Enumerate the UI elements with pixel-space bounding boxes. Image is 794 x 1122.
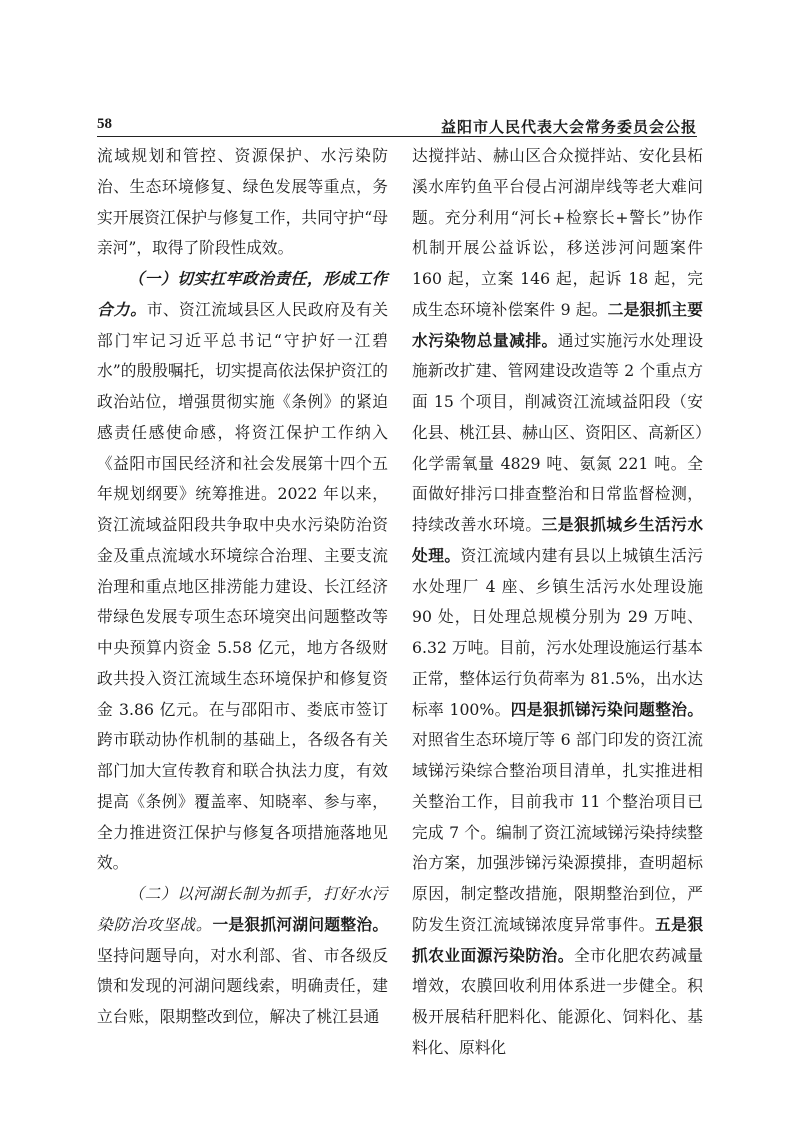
- left-column: [97, 141, 388, 1101]
- paragraph-text: 全市化肥农药减量增效，农膜回收利用体系进一步健全。积极开展秸秆肥料化、能源化、饲料化、基料化、原料化: [412, 945, 704, 1057]
- page-number: 58: [97, 116, 112, 132]
- paragraph-political-responsibility: [97, 264, 388, 879]
- page-header: [97, 112, 697, 138]
- paragraph-text: 对照省生态环境厅等 6 部门印发的资江流域锑污染综合整治项目清单，扎实推进相关整治工作，目前我市 11 个整治项目已完成 7 个。编制了资江流域锑污染持续整治方案，加强涉锑污染源摸排，查明超标原因，制定整改措施，限期整治到位，严防发生资江流域锑浓度异常事件。: [412, 730, 703, 934]
- right-column: [412, 141, 703, 1101]
- paragraph-text: 资江流域内建有县以上城镇生活污水处理厂 4 座、乡镇生活污水处理设施 90 处，日处理总规模分别为 29 万吨、6.32 万吨。目前，污水处理设施运行基本正常，整体运行负荷率为 81.5%，出水达标率 100%。: [412, 545, 704, 719]
- header-rule: [97, 136, 697, 137]
- point-1-heading: 一是狠抓河湖问题整治。: [212, 914, 389, 934]
- section-heading-2: （二）以河湖长制为抓手，打好水污染防治攻坚战。: [97, 884, 388, 934]
- point-4-heading: 四是狠抓锑污染问题整治。: [510, 699, 704, 719]
- paragraph-text: 坚持问题导向，对水利部、省、市各级反馈和发现的河湖问题线索，明确责任，建立台账，限期整改到位，解决了桃江县通: [97, 945, 388, 1026]
- paragraph-text: 达搅拌站、赫山区合众搅拌站、安化县柘溪水库钓鱼平台侵占河湖岸线等老大难问题。充分利用“河长+检察长+警长”协作机制开展公益诉讼，移送涉河问题案件 160 起，立案 146 起，起诉 18 起，完成生态环境补偿案件 9 起。: [412, 146, 703, 319]
- point-2-heading: 二是狠抓主要水污染物总量减排。: [412, 299, 703, 350]
- paragraph-continued: [412, 141, 703, 1064]
- point-3-heading: 三是狠抓城乡生活污水处理。: [412, 515, 704, 565]
- paragraph-text: 市、资江流域县区人民政府及有关部门牢记习近平总书记“守护好一江碧水”的殷殷嘱托，切实提高依法保护资江的政治站位，增强贯彻实施《条例》的紧迫感责任感使命感，将资江保护工作纳入《益阳市国民经济和社会发展第十四个五年规划纲要》统筹推进。2022 年以来，资江流域益阳段共争取中央水污染防治资金及重点流域水环境综合治理、主要支流治理和重点地区排涝能力建设、长江经济带绿色发展专项生态环境突出问题整改等中央预算内资金 5.58 亿元，地方各级财政共投入资江流域生态环境保护和修复资金 3.86 亿元。在与邵阳市、娄底市签订跨市联动协作机制的基础上，各级各有关部门加大宣传教育和联合执法力度，有效提高《条例》覆盖率、知晓率、参与率，全力推进资江保护与修复各项措施落地见效。: [97, 299, 389, 873]
- journal-title: 益阳市人民代表大会常务委员会公报: [440, 118, 697, 136]
- paragraph-river-chief-system: [97, 879, 388, 1033]
- paragraph-text: 通过实施污水处理设施新改扩建、管网建设改造等 2 个重点方面 15 个项目，削减资江流域益阳段（安化县、桃江县、赫山区、资阳区、高新区）化学需氧量 4829 吨、氨氮 221 吨。全面做好排污口排查整治和日常监督检测，持续改善水环境。: [412, 330, 704, 534]
- point-5-heading: 五是狠抓农业面源污染防治。: [412, 914, 704, 965]
- section-heading-1: （一）切实扛牢政治责任，形成工作合力。: [97, 269, 388, 319]
- paragraph-intro-continued: 流域规划和管控、资源保护、水污染防治、生态环境修复、绿色发展等重点，务实开展资江保护与修复工作，共同守护“母亲河”，取得了阶段性成效。: [97, 146, 388, 258]
